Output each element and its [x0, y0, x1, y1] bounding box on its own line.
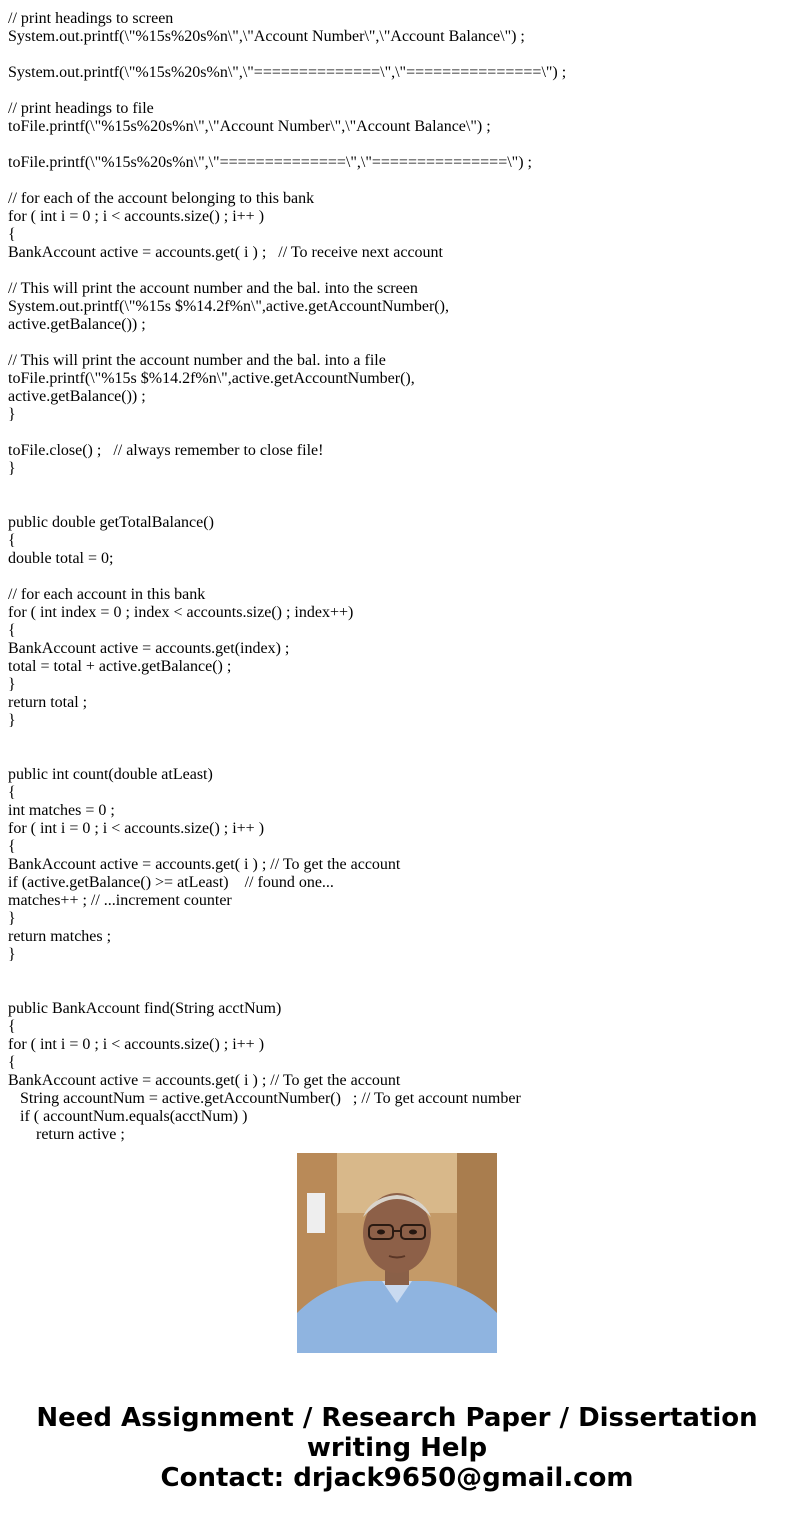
code-line: { [8, 622, 16, 639]
code-line: // for each of the account belonging to this bank [8, 190, 315, 207]
code-line: } [8, 460, 16, 477]
author-portrait-image [297, 1153, 497, 1353]
code-line: active.getBalance()) ; [8, 316, 146, 333]
code-line: return active ; [8, 1126, 125, 1143]
author-avatar [297, 1153, 497, 1353]
code-snippet [8, 10, 788, 1143]
code-line: } [8, 406, 16, 423]
code-line: { [8, 838, 16, 855]
code-line: return matches ; [8, 928, 112, 945]
code-line [8, 136, 788, 154]
code-line: public double getTotalBalance() [8, 514, 214, 531]
code-line [8, 496, 788, 514]
code-line: // This will print the account number and the bal. into a file [8, 352, 386, 369]
code-line: return total ; [8, 694, 88, 711]
code-line: } [8, 946, 16, 963]
code-line: public int count(double atLeast) [8, 766, 213, 783]
code-line: } [8, 910, 16, 927]
code-line [8, 262, 788, 280]
code-line: active.getBalance()) ; [8, 388, 146, 405]
code-line [8, 730, 788, 748]
code-line: total = total + active.getBalance() ; [8, 658, 232, 675]
code-line: if ( accountNum.equals(acctNum) ) [8, 1108, 248, 1125]
code-line: toFile.printf(\"%15s%20s%n\",\"Account Number\",\"Account Balance\") ; [8, 118, 491, 135]
code-line [8, 334, 788, 352]
promo-banner [0, 1403, 794, 1493]
code-line: } [8, 712, 16, 729]
promo-contact-line: Contact: drjack9650@gmail.com [160, 1463, 634, 1493]
code-line: toFile.close() ; // always remember to close file! [8, 442, 324, 459]
code-line: toFile.printf(\"%15s%20s%n\",\"==============\",\"===============\") ; [8, 154, 532, 171]
code-line: System.out.printf(\"%15s $%14.2f%n\",active.getAccountNumber(), [8, 298, 449, 315]
code-line: BankAccount active = accounts.get( i ) ; // To get the account [8, 1072, 401, 1089]
code-line: // print headings to file [8, 100, 154, 117]
code-line: // print headings to screen [8, 10, 174, 27]
code-line [8, 478, 788, 496]
code-line: { [8, 784, 16, 801]
code-line: } [8, 676, 16, 693]
code-line: System.out.printf(\"%15s%20s%n\",\"Account Number\",\"Account Balance\") ; [8, 28, 525, 45]
code-line: toFile.printf(\"%15s $%14.2f%n\",active.getAccountNumber(), [8, 370, 415, 387]
code-line: String accountNum = active.getAccountNumber() ; // To get account number [8, 1090, 521, 1107]
code-line [8, 748, 788, 766]
code-line: if (active.getBalance() >= atLeast) // found one... [8, 874, 334, 891]
code-line: System.out.printf(\"%15s%20s%n\",\"==============\",\"===============\") ; [8, 64, 567, 81]
code-line: { [8, 1018, 16, 1035]
code-line: // This will print the account number and the bal. into the screen [8, 280, 418, 297]
code-line [8, 172, 788, 190]
promo-line-1: Need Assignment / Research Paper / Dissertation [36, 1403, 758, 1433]
code-line: { [8, 1054, 16, 1071]
code-line [8, 568, 788, 586]
code-line [8, 46, 788, 64]
code-line [8, 424, 788, 442]
code-line [8, 964, 788, 982]
code-line: for ( int i = 0 ; i < accounts.size() ; i++ ) [8, 1036, 265, 1053]
code-line: BankAccount active = accounts.get( i ) ; // To get the account [8, 856, 401, 873]
code-line: for ( int i = 0 ; i < accounts.size() ; i++ ) [8, 208, 265, 225]
code-line: for ( int i = 0 ; i < accounts.size() ; i++ ) [8, 820, 265, 837]
code-line: { [8, 226, 16, 243]
promo-line-2: writing Help [306, 1433, 488, 1463]
code-line: BankAccount active = accounts.get(index) ; [8, 640, 290, 657]
code-line: for ( int index = 0 ; index < accounts.size() ; index++) [8, 604, 354, 621]
code-line: BankAccount active = accounts.get( i ) ; // To receive next account [8, 244, 443, 261]
code-line: // for each account in this bank [8, 586, 206, 603]
code-line: double total = 0; [8, 550, 114, 567]
code-line: { [8, 532, 16, 549]
code-line: int matches = 0 ; [8, 802, 115, 819]
code-line: public BankAccount find(String acctNum) [8, 1000, 282, 1017]
code-line [8, 82, 788, 100]
code-line [8, 982, 788, 1000]
code-line: matches++ ; // ...increment counter [8, 892, 232, 909]
